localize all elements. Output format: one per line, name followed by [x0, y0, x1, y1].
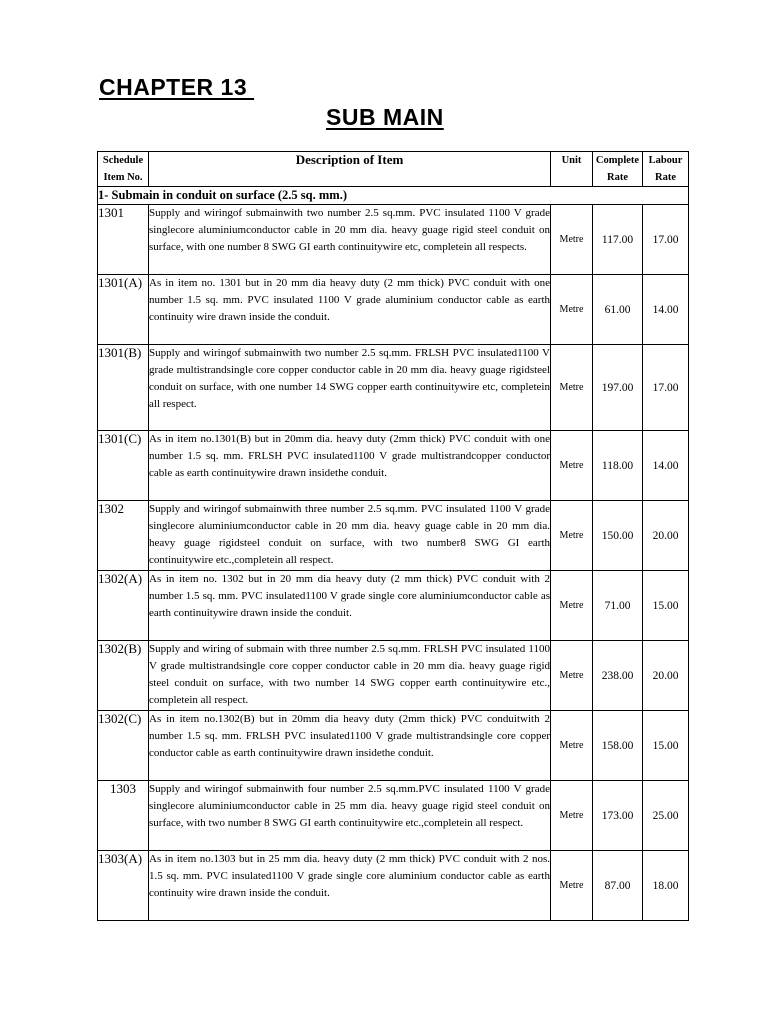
item-number: 1302(C): [98, 711, 149, 781]
item-unit: Metre: [551, 571, 593, 641]
item-complete-rate: 197.00: [593, 345, 643, 431]
item-number: 1301(C): [98, 431, 149, 501]
column-header-labour-rate: Labour Rate: [643, 152, 689, 187]
table-row: [98, 275, 689, 345]
table-row: [98, 501, 689, 571]
rates-table: [97, 151, 689, 921]
column-header-unit: Unit: [551, 152, 593, 187]
item-description: As in item no.1301(B) but in 20mm dia. heavy duty (2mm thick) PVC conduit with one number 1.5 sq. mm. FRLSH PVC insulated1100 V grade multistrandcopper conductor cable as earth continuitywire drawn insidethe conduit.: [149, 431, 551, 501]
item-complete-rate: 71.00: [593, 571, 643, 641]
item-description: Supply and wiringof submainwith two number 2.5 sq.mm. PVC insulated 1100 V grade singlecore aluminiumconductor cable in 20 mm dia. heavy guage rigid steel conduit on surface, with one number 8 SWG GI earth continuitywire etc, completein all respects.: [149, 205, 551, 275]
column-header-complete-rate: Complete Rate: [593, 152, 643, 187]
table-row: [98, 571, 689, 641]
item-number: 1302(A): [98, 571, 149, 641]
item-unit: Metre: [551, 345, 593, 431]
column-header-description: Description of Item: [149, 152, 551, 187]
item-number: 1301(A): [98, 275, 149, 345]
item-unit: Metre: [551, 501, 593, 571]
item-unit: Metre: [551, 641, 593, 711]
table-header-row: [98, 152, 689, 187]
item-unit: Metre: [551, 851, 593, 921]
page-title: SUB MAIN: [326, 104, 444, 130]
table-row: [98, 345, 689, 431]
item-number: 1303(A): [98, 851, 149, 921]
item-description: Supply and wiring of submain with three number 2.5 sq.mm. FRLSH PVC insulated 1100 V grade multistrandsingle core copper conductor cable in 20 mm dia. heavy guage rigid steel conduit on surface, with two number 14 SWG copper earth continuitywire etc., completein all respect.: [149, 641, 551, 711]
item-complete-rate: 158.00: [593, 711, 643, 781]
table-row: [98, 851, 689, 921]
item-labour-rate: 15.00: [643, 571, 689, 641]
table-row: [98, 711, 689, 781]
item-labour-rate: 25.00: [643, 781, 689, 851]
item-complete-rate: 150.00: [593, 501, 643, 571]
item-number: 1302(B): [98, 641, 149, 711]
column-header-schedule: Schedule Item No.: [98, 152, 149, 187]
item-number: 1301: [98, 205, 149, 275]
item-complete-rate: 238.00: [593, 641, 643, 711]
item-labour-rate: 14.00: [643, 275, 689, 345]
section-row: [98, 187, 689, 205]
table-row: [98, 781, 689, 851]
item-labour-rate: 17.00: [643, 205, 689, 275]
item-complete-rate: 117.00: [593, 205, 643, 275]
item-labour-rate: 14.00: [643, 431, 689, 501]
item-description: Supply and wiringof submainwith two number 2.5 sq.mm. FRLSH PVC insulated1100 V grade multistrandsingle core copper conductor cable in 20 mm dia. heavy guage rigidsteel conduit on surface, with one number 14 SWG copper earth continuitywire etc, completein all respect.: [149, 345, 551, 431]
item-complete-rate: 173.00: [593, 781, 643, 851]
item-labour-rate: 17.00: [643, 345, 689, 431]
item-number: 1302: [98, 501, 149, 571]
item-description: Supply and wiringof submainwith three number 2.5 sq.mm. PVC insulated 1100 V grade singlecore aluminiumconductor cable in 20 mm dia. heavy guage cable in 20 mm dia. heavy guage rigidsteel conduit on surface, with two number8 SWG GI earth continuitywire etc.,completein all respect.: [149, 501, 551, 571]
item-labour-rate: 20.00: [643, 641, 689, 711]
item-number: 1303: [98, 781, 149, 851]
item-unit: Metre: [551, 205, 593, 275]
item-description: As in item no. 1302 but in 20 mm dia heavy duty (2 mm thick) PVC conduit with 2 number 1.5 sq. mm. PVC insulated1100 V grade single core aluminiumconductor cable as earth continuitywire drawn inside the conduit.: [149, 571, 551, 641]
item-description: Supply and wiringof submainwith four number 2.5 sq.mm.PVC insulated 1100 V grade singlecore aluminiumconductor cable in 25 mm dia. heavy guage rigid steel conduit on surface, with two number 8 SWG GI earth continuitywire etc.,completein all respect.: [149, 781, 551, 851]
item-unit: Metre: [551, 275, 593, 345]
item-unit: Metre: [551, 431, 593, 501]
section-heading: 1- Submain in conduit on surface (2.5 sq. mm.): [98, 187, 689, 205]
item-description: As in item no. 1301 but in 20 mm dia heavy duty (2 mm thick) PVC conduit with one number 1.5 sq. mm. PVC insulated 1100 V grade aluminium conductor cable as earth continuity wire drawn inside the conduit.: [149, 275, 551, 345]
chapter-heading: CHAPTER 13: [99, 74, 255, 100]
table-row: [98, 205, 689, 275]
table-row: [98, 641, 689, 711]
item-unit: Metre: [551, 781, 593, 851]
item-complete-rate: 87.00: [593, 851, 643, 921]
item-complete-rate: 61.00: [593, 275, 643, 345]
item-labour-rate: 18.00: [643, 851, 689, 921]
item-number: 1301(B): [98, 345, 149, 431]
table-row: [98, 431, 689, 501]
item-description: As in item no.1303 but in 25 mm dia. heavy duty (2 mm thick) PVC conduit with 2 nos. 1.5 sq. mm. PVC insulated1100 V grade single core aluminium conductor cable as earth continuity wire drawn inside the conduit.: [149, 851, 551, 921]
item-complete-rate: 118.00: [593, 431, 643, 501]
item-description: As in item no.1302(B) but in 20mm dia heavy duty (2mm thick) PVC conduitwith 2 number 1.5 sq. mm. FRLSH PVC insulated1100 V grade multistrandsingle core copper conductor cable as earth continuitywire drawn insidethe conduit.: [149, 711, 551, 781]
item-unit: Metre: [551, 711, 593, 781]
item-labour-rate: 15.00: [643, 711, 689, 781]
item-labour-rate: 20.00: [643, 501, 689, 571]
